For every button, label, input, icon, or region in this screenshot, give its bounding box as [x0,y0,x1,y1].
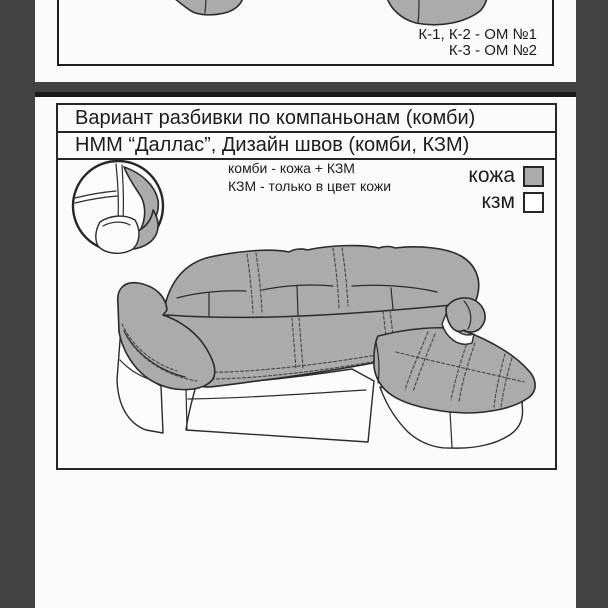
combi-note [228,160,391,195]
module-note-line-1: К-1, К-2 - ОМ №1 [418,26,537,43]
panel-title-line-1: Вариант разбивки по компаньонам (комби) [58,105,555,133]
previous-page [35,0,576,82]
module-note [418,27,537,58]
leather-swatch [523,166,544,187]
legend-row-leather [434,165,544,187]
main-page [35,97,576,608]
scheme-panel [56,103,557,470]
combi-note-line-1: комби - кожа + КЗМ [228,160,355,176]
combi-note-line-2: КЗМ - только в цвет кожи [228,177,392,194]
legend-label-kzm: кзм [481,190,515,213]
legend-label-leather: кожа [468,164,515,187]
kzm-swatch [523,192,544,213]
panel-title-line-2: НММ “Даллас”, Дизайн швов (комби, КЗМ) [58,133,555,160]
module-note-line-2: К-3 - ОМ №2 [448,41,537,59]
material-legend [434,165,544,217]
legend-row-kzm [434,191,544,213]
